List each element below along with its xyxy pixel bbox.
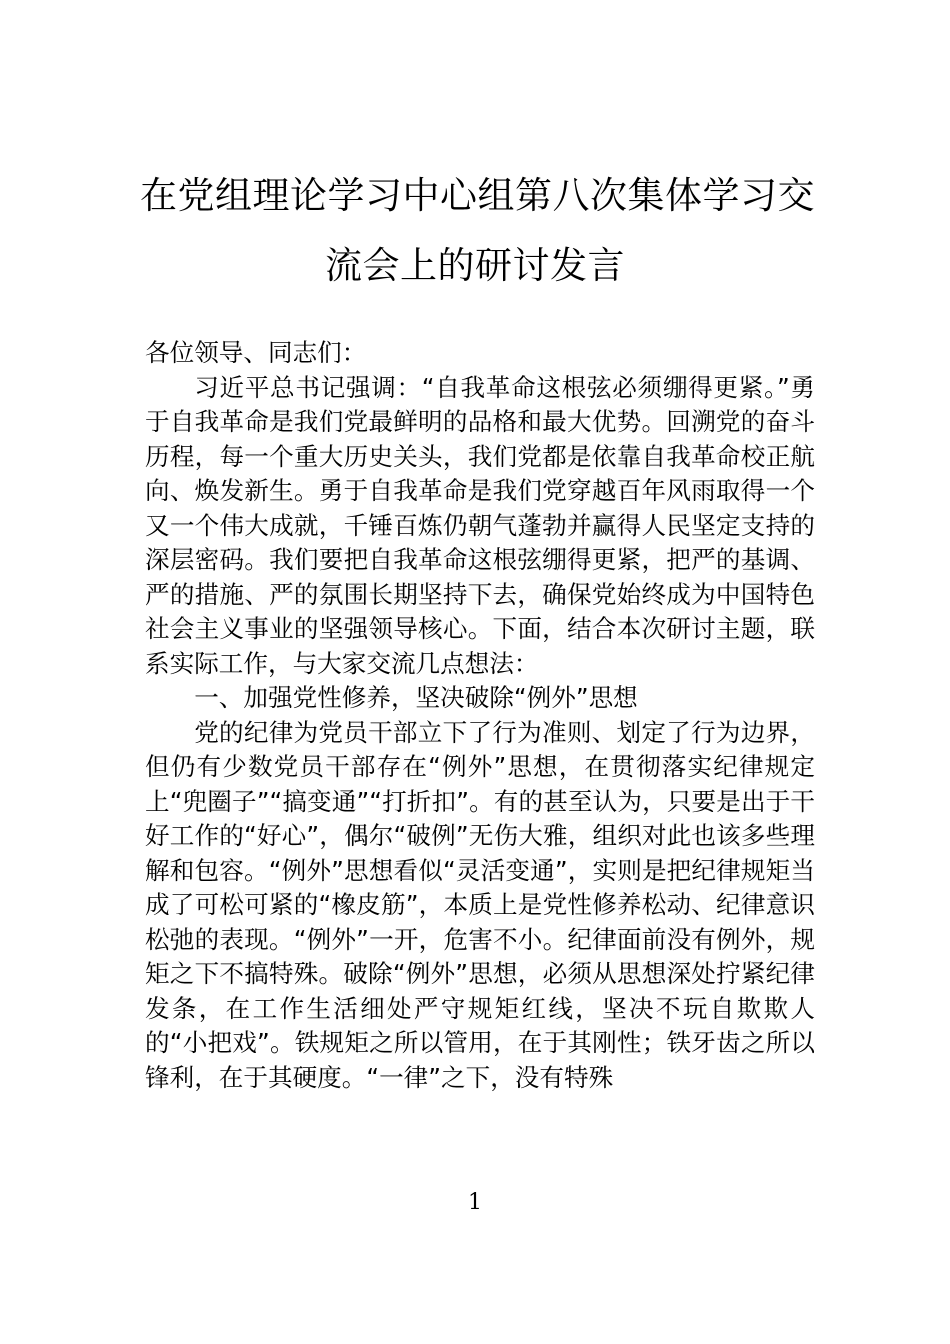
document-title-line-1: 在党组理论学习中心组第八次集体学习交 <box>140 174 815 217</box>
salutation: 各位领导、同志们： <box>145 338 367 367</box>
document-title-line-2: 流会上的研讨发言 <box>325 244 625 287</box>
paragraph-section-1: 党的纪律为党员干部立下了行为准则、划定了行为边界，但仍有少数党员干部存在“例外”思想，在贯彻落实纪律规定上“兜圈子”“搞变通”“打折扣”。有的甚至认为，只要是出于干好工作的“好心”，偶尔“破例”无伤大雅，组织对此也该多些理解和包容。“例外”思想看似“灵活变通”，实则是把纪律规矩当成了可松可紧的“橡皮筋”，本质上是党性修养松动、纪律意识松弛的表现。“例外”一开，危害不小。纪律面前没有例外，规矩之下不搞特殊。破除“例外”思想，必须从思想深处拧紧纪律发条，在工作生活细处严守规矩红线，坚决不玩自欺欺人的“小把戏”。铁规矩之所以管用，在于其刚性；铁牙齿之所以锋利，在于其硬度。“一律”之下，没有特殊 <box>145 717 815 1092</box>
section-heading-1: 一、加强党性修养，坚决破除“例外”思想 <box>194 683 638 712</box>
document-body <box>145 336 815 1095</box>
paragraph-intro: 习近平总书记强调：“自我革命这根弦必须绷得更紧。”勇于自我革命是我们党最鲜明的品格和最大优势。回溯党的奋斗历程，每一个重大历史关头，我们党都是依靠自我革命校正航向、焕发新生。勇于自我革命是我们党穿越百年风雨取得一个又一个伟大成就，千锤百炼仍朝气蓬勃并赢得人民坚定支持的深层密码。我们要把自我革命这根弦绷得更紧，把严的基调、严的措施、严的氛围长期坚持下去，确保党始终成为中国特色社会主义事业的坚强领导核心。下面，结合本次研讨主题，联系实际工作，与大家交流几点想法： <box>145 372 815 678</box>
page-number: 1 <box>468 1190 482 1215</box>
